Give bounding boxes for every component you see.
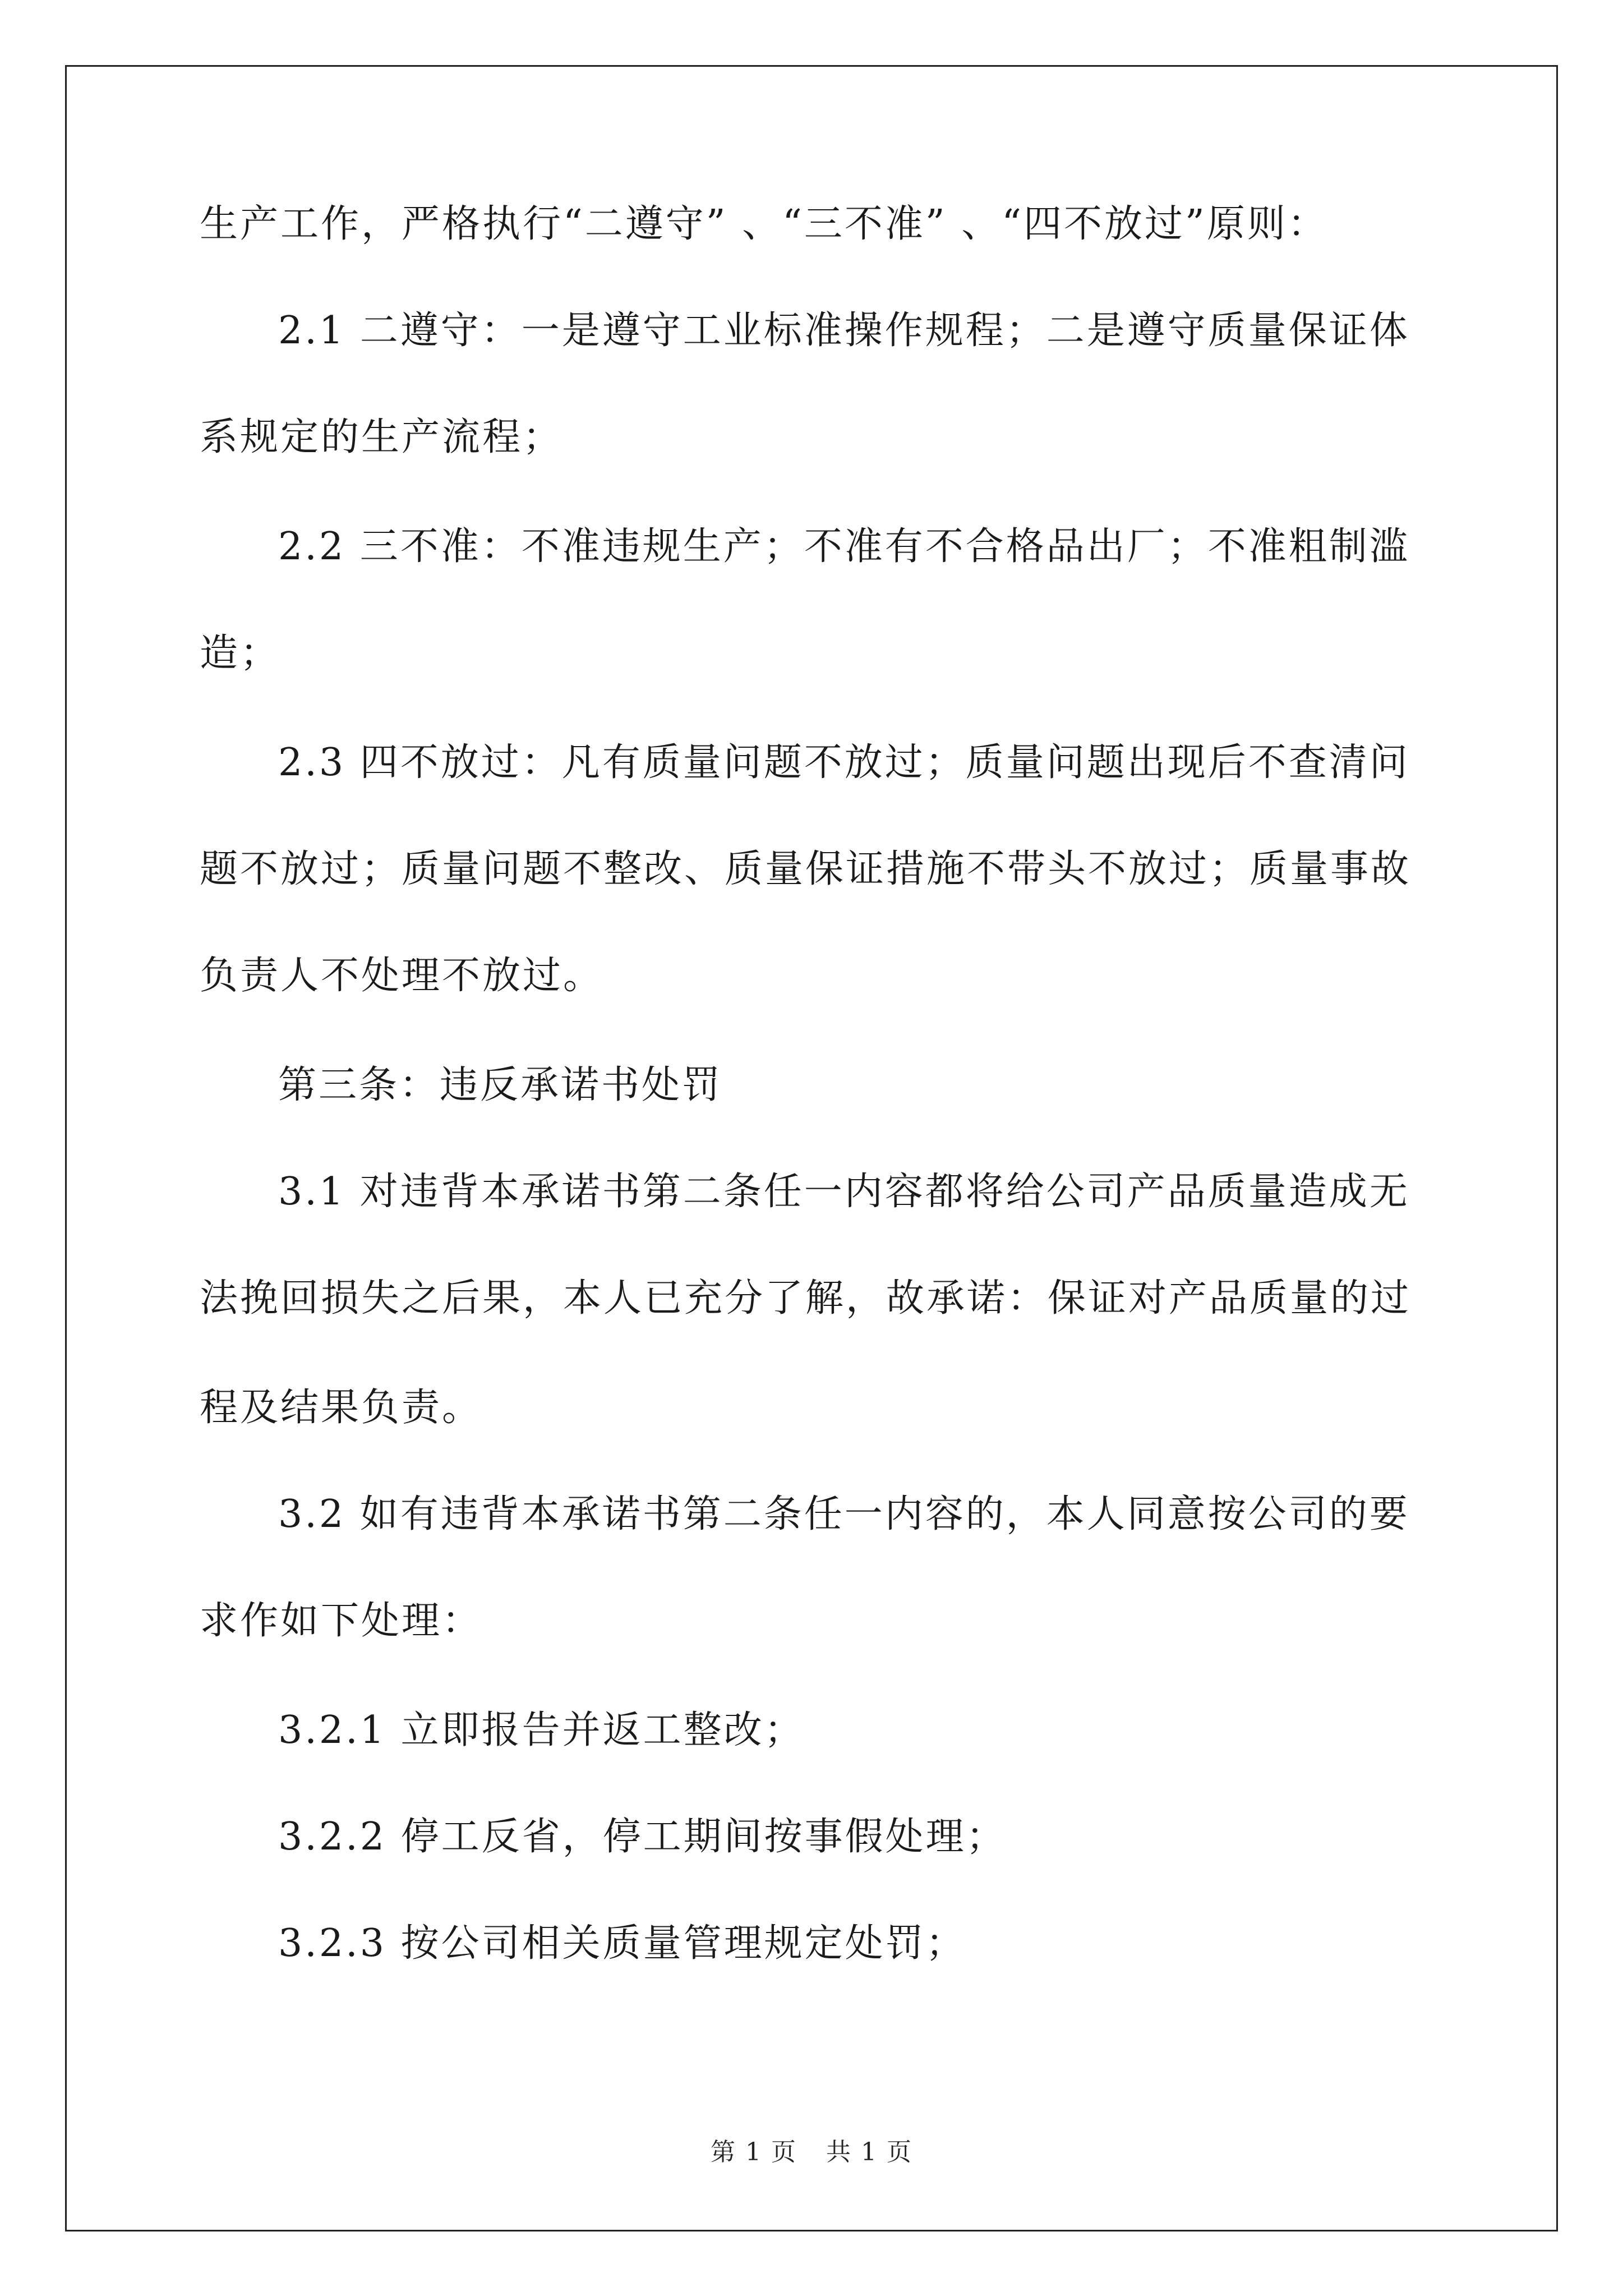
page-footer [0, 2132, 1623, 2168]
paragraph-line: 2.1 二遵守：一是遵守工业标准操作规程；二是遵守质量保证体 [278, 309, 1410, 353]
paragraph-line: 题不放过；质量问题不整改、质量保证措施不带头不放过；质量事故 [200, 847, 1412, 891]
paragraph-line: 3.2.2 停工反省，停工期间按事假处理； [278, 1815, 1007, 1859]
page-total: 共 1 页 [826, 2138, 912, 2166]
page-border [65, 65, 1558, 2231]
section-heading: 第三条：违反承诺书处罚 [278, 1063, 723, 1107]
paragraph-line: 3.2 如有违背本承诺书第二条任一内容的，本人同意按公司的要 [278, 1492, 1410, 1536]
paragraph-line: 3.2.3 按公司相关质量管理规定处罚； [278, 1921, 966, 1966]
paragraph-line: 系规定的生产流程； [200, 415, 564, 459]
paragraph-line: 2.2 三不准：不准违规生产；不准有不合格品出厂；不准粗制滥 [278, 524, 1410, 569]
paragraph-line: 造； [200, 631, 281, 675]
paragraph-line: 3.2.1 立即报告并返工整改； [278, 1708, 805, 1752]
paragraph-line: 求作如下处理： [200, 1599, 483, 1643]
paragraph-line: 3.1 对违背本承诺书第二条任一内容都将给公司产品质量造成无 [278, 1170, 1410, 1214]
paragraph-line: 法挽回损失之后果，本人已充分了解，故承诺：保证对产品质量的过 [200, 1276, 1412, 1320]
paragraph-line: 2.3 四不放过：凡有质量问题不放过；质量问题出现后不查清问 [278, 740, 1410, 785]
page-number: 第 1 页 [711, 2138, 797, 2166]
paragraph-line: 程及结果负责。 [200, 1386, 483, 1430]
paragraph-line: 生产工作，严格执行“二遵守” 、“三不准” 、“四不放过”原则： [200, 202, 1328, 246]
paragraph-line: 负责人不处理不放过。 [200, 954, 604, 998]
